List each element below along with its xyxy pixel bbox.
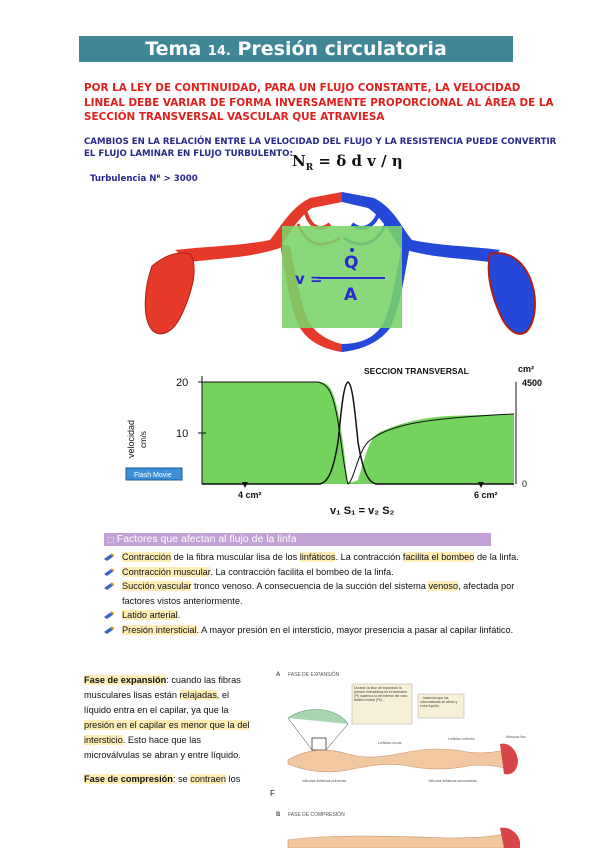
q-dot [350, 248, 354, 252]
list-item: Contracción muscular. La contracción facilita el bombeo de la linfa. [104, 565, 544, 580]
list-item: Succión vascular tronco venoso. A consecuencia de la succión del sistema venoso, afectada por factores vistos anteriormente. [104, 579, 544, 608]
velocity-area-fill [202, 382, 514, 484]
area-a-label: A [344, 285, 358, 305]
bullet-icon [104, 626, 114, 634]
right-unit: cm² [518, 364, 535, 374]
turbulence-statement: CAMBIOS EN LA RELACIÓN ENTRE LA VELOCIDAD DEL FLUJO Y LA RESISTENCIA PUEDE CONVERTIR EL FLUJO LAMINAR EN FLUJO TURBULENTO: [84, 137, 557, 159]
annotation-text-2: ...haciendo que las microválvulas se abran y entre líquido. [420, 696, 458, 708]
flow-q-label: Q [344, 253, 359, 273]
list-item: Latido arterial. [104, 608, 544, 623]
stray-letter: F [270, 789, 275, 798]
continuity-statement: POR LA LEY DE CONTINUIDAD, PARA UN FLUJO CONSTANTE, LA VELOCIDAD LINEAL DEBE VARIAR DE FORMA INVERSAMENTE PROPORCIONAL AL ÁREA DE LA SECCIÓN TRANSVERSAL VASCULAR QUE ATRAVIESA [84, 82, 554, 123]
bullet-icon [104, 553, 114, 561]
phase-a-title: FASE DE EXPANSIÓN [288, 672, 340, 678]
tissue-cells [288, 709, 348, 724]
x-label-right: 6 cm² [474, 490, 498, 500]
bullet-icon [104, 611, 114, 619]
marker-right [478, 482, 484, 488]
expansion-phase-text: Fase de expansión: cuando las fibras musculares lisas están relajadas, el líquido entra en el capilar, ya que la presión en el capilar es menor que la del intersticio. Esto hace que las microválvulas se abran y entre líquido. Fase de compresión: se contraen los [84, 675, 250, 784]
continuity-equation: v₁ S₁ = v₂ S₂ [330, 505, 395, 517]
lymph-factor-list [104, 550, 544, 638]
velocity-v-label: v = [295, 270, 323, 288]
list-item: Contracción de la fibra muscular lisa de los linfáticos. La contracción facilita el bombeo de la linfa. [104, 550, 544, 565]
label-muscle: Músculo liso [506, 735, 526, 739]
zoom-line-1 [288, 718, 312, 750]
lymphatic-vessel-b [288, 834, 504, 848]
figure-label-b: B [276, 812, 281, 818]
label-secondary: Válvulas linfáticas secundarias [428, 779, 477, 783]
phase-b-title: FASE DE COMPRESIÓN [288, 812, 345, 818]
bullet-icon [104, 568, 114, 576]
y-axis-unit: cm/s [139, 431, 148, 448]
zoom-box [312, 738, 326, 750]
reynolds-formula: $N_R = \delta$ d v / η [292, 152, 403, 173]
label-primary: Válvulas linfáticas primarias [302, 779, 347, 783]
lymph-section-title: ⬚ Factores que afectan al flujo de la linfa [104, 533, 491, 546]
right-tick-4500: 4500 [522, 378, 543, 388]
marker-left [242, 482, 248, 488]
right-tick-0: 0 [522, 479, 528, 489]
y-label-10: 10 [176, 428, 189, 440]
velocity-area-chart [118, 362, 558, 522]
page-title: Tema 14. Presión circulatoria [79, 36, 513, 62]
label-collector: Linfático colector [448, 737, 475, 741]
turbulence-threshold: Turbulencia Nᴿ > 3000 [90, 174, 198, 184]
list-item: Presión intersticial. A mayor presión en el intersticio, mayor presencia a pasar al capilar linfático. [104, 623, 544, 638]
annotation-text-1: Durante la fase de expansión la presión hidrostática en el intersticio (Pi) supera a la del interior del vaso linfático inicial (Pli)... [354, 686, 408, 702]
figure-label-a: A [276, 672, 281, 678]
y-axis-title: velocidad [126, 419, 136, 458]
smooth-muscle-a [500, 744, 518, 775]
lymphatic-figure [268, 664, 530, 848]
bullet-icon [104, 582, 114, 590]
circulation-diagram [130, 188, 550, 358]
flash-movie-label: Flash Movie [134, 472, 172, 479]
lymphatic-vessel-a [288, 749, 504, 772]
zoom-line-2 [326, 724, 348, 750]
x-label-left: 4 cm² [238, 490, 262, 500]
y-label-20: 20 [176, 377, 189, 389]
label-initial: Linfático inicial [378, 741, 402, 745]
section-label: SECCION TRANSVERSAL [364, 366, 469, 376]
